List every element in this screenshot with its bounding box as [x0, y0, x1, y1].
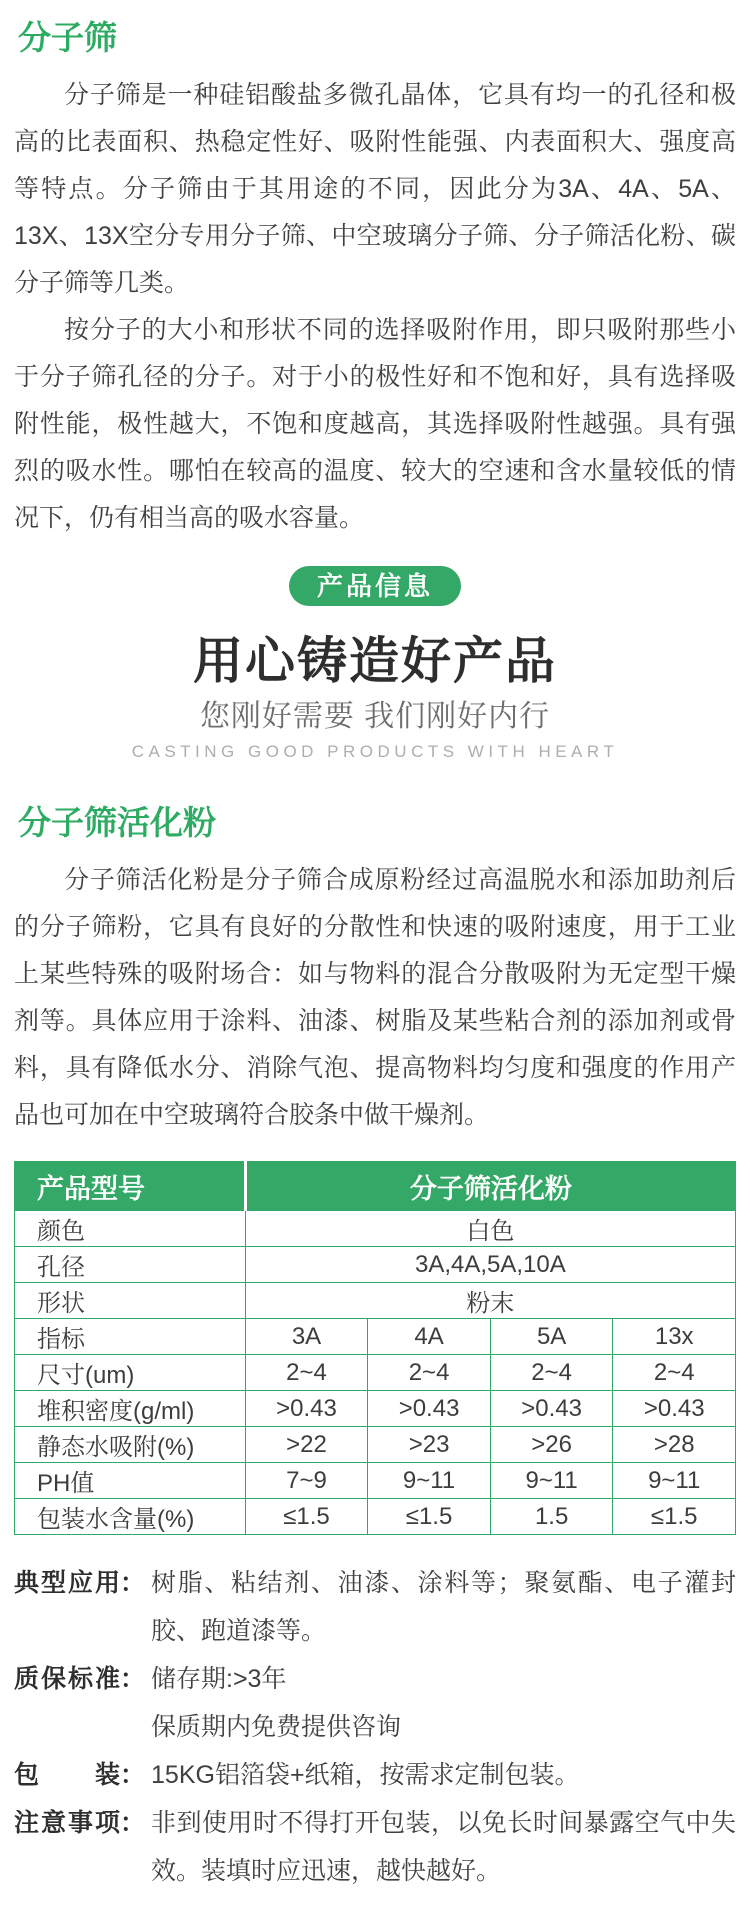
note-label: 典型应用 — [14, 1569, 120, 1597]
spec-row-label: 尺寸(um) — [15, 1355, 246, 1391]
spec-row-value: 2~4 — [245, 1355, 368, 1391]
note-content — [151, 1799, 736, 1895]
section-title-activated-powder: 分子筛活化粉 — [18, 804, 216, 841]
table-row — [15, 1211, 736, 1247]
spec-row-value: 2~4 — [368, 1355, 491, 1391]
product-info-badge: 产品信息 — [289, 566, 461, 606]
spec-row-value: ≤1.5 — [368, 1499, 491, 1535]
note-label: 注意事项 — [14, 1809, 120, 1837]
note-item — [14, 1559, 736, 1655]
spec-row-value: ≤1.5 — [613, 1499, 736, 1535]
note-colon: ： — [120, 1809, 146, 1837]
spec-row-value: >0.43 — [368, 1391, 491, 1427]
spec-table-header-row — [15, 1162, 736, 1211]
spec-table-body — [15, 1211, 736, 1535]
spec-row-label: 堆积密度(g/ml) — [15, 1391, 246, 1427]
spec-row-value: ≤1.5 — [245, 1499, 368, 1535]
spec-table — [14, 1161, 736, 1535]
note-item — [14, 1751, 736, 1799]
spec-row-label: 颜色 — [15, 1211, 246, 1247]
spec-row-value: 2~4 — [490, 1355, 613, 1391]
spec-row-value: 13x — [613, 1319, 736, 1355]
spec-row-value: 9~11 — [613, 1463, 736, 1499]
note-colon: ： — [120, 1761, 146, 1789]
spec-row-value: >0.43 — [490, 1391, 613, 1427]
table-row — [15, 1319, 736, 1355]
note-label: 包装 — [14, 1761, 120, 1789]
spec-row-value: >28 — [613, 1427, 736, 1463]
spec-row-value: >23 — [368, 1427, 491, 1463]
note-line: 15KG铝箔袋+纸箱，按需求定制包装。 — [151, 1761, 580, 1789]
note-line: 树脂、粘结剂、油漆、涂料等；聚氨酯、电子灌封胶、跑道漆等。 — [151, 1569, 736, 1645]
spec-row-label: 形状 — [15, 1283, 246, 1319]
note-content — [151, 1751, 736, 1799]
note-colon: ： — [120, 1569, 146, 1597]
note-line: 储存期:>3年 — [151, 1665, 287, 1693]
spec-row-value: 3A — [245, 1319, 368, 1355]
table-row — [15, 1283, 736, 1319]
spec-row-value: >0.43 — [613, 1391, 736, 1427]
spec-row-value: 7~9 — [245, 1463, 368, 1499]
section-title-molecular-sieve: 分子筛 — [18, 19, 117, 56]
table-row — [15, 1355, 736, 1391]
intro-paragraph-1: 分子筛是一种硅铝酸盐多微孔晶体，它具有均一的孔径和极高的比表面积、热稳定性好、吸附性能强、内表面积大、强度高等特点。分子筛由于其用途的不同，因此分为3A、4A、5A、13X、13X空分专用分子筛、中空玻璃分子筛、分子筛活化粉、碳分子筛等几类。 — [14, 81, 736, 297]
spec-row-value: >22 — [245, 1427, 368, 1463]
activated-powder-paragraph: 分子筛活化粉是分子筛合成原粉经过高温脱水和添加助剂后的分子筛粉，它具有良好的分散性和快速的吸附速度，用于工业上某些特殊的吸附场合：如与物料的混合分散吸附为无定型干燥剂等。具体应用于涂料、油漆、树脂及某些粘合剂的添加剂或骨料，具有降低水分、消除气泡、提高物料均匀度和强度的作用产品也可加在中空玻璃符合胶条中做干燥剂。 — [14, 866, 736, 1129]
banner-subtitle: 您刚好需要 我们刚好内行 — [199, 700, 551, 733]
table-row — [15, 1427, 736, 1463]
spec-row-value: >0.43 — [245, 1391, 368, 1427]
note-line: 保质期内免费提供咨询 — [151, 1713, 402, 1741]
note-line: 非到使用时不得打开包装，以免长时间暴露空气中失效。装填时应迅速，越快越好。 — [151, 1809, 736, 1885]
spec-row-label: 静态水吸附(%) — [15, 1427, 246, 1463]
note-label: 质保标准 — [14, 1665, 120, 1693]
banner-subtitle-english: CASTING GOOD PRODUCTS WITH HEART — [131, 742, 619, 761]
spec-row-label: 指标 — [15, 1319, 246, 1355]
note-item — [14, 1655, 736, 1751]
spec-row-value: >26 — [490, 1427, 613, 1463]
spec-row-value: 9~11 — [368, 1463, 491, 1499]
spec-row-value: 9~11 — [490, 1463, 613, 1499]
table-row — [15, 1247, 736, 1283]
note-colon: ： — [120, 1665, 146, 1693]
banner-headline: 用心铸造好产品 — [193, 633, 557, 689]
table-row — [15, 1391, 736, 1427]
table-row — [15, 1499, 736, 1535]
spec-row-value: 粉末 — [245, 1283, 735, 1319]
spec-row-label: 孔径 — [15, 1247, 246, 1283]
spec-row-value: 5A — [490, 1319, 613, 1355]
spec-row-label: 包装水含量(%) — [15, 1499, 246, 1535]
note-content — [151, 1559, 736, 1655]
note-content — [151, 1655, 736, 1751]
spec-row-value: 2~4 — [613, 1355, 736, 1391]
spec-row-value: 白色 — [245, 1211, 735, 1247]
spec-row-label: PH值 — [15, 1463, 246, 1499]
note-item — [14, 1799, 736, 1895]
intro-paragraph-2: 按分子的大小和形状不同的选择吸附作用，即只吸附那些小于分子筛孔径的分子。对于小的极性好和不饱和好，具有选择吸附性能，极性越大，不饱和度越高，其选择吸附性越强。具有强烈的吸水性。哪怕在较高的温度、较大的空速和含水量较低的情况下，仍有相当高的吸水容量。 — [14, 316, 736, 532]
spec-row-value: 1.5 — [490, 1499, 613, 1535]
spec-table-header-product: 分子筛活化粉 — [245, 1162, 735, 1211]
spec-table-header-model: 产品型号 — [15, 1162, 246, 1211]
table-row — [15, 1463, 736, 1499]
spec-row-value: 3A,4A,5A,10A — [245, 1247, 735, 1283]
notes-list — [14, 1559, 736, 1895]
spec-row-value: 4A — [368, 1319, 491, 1355]
